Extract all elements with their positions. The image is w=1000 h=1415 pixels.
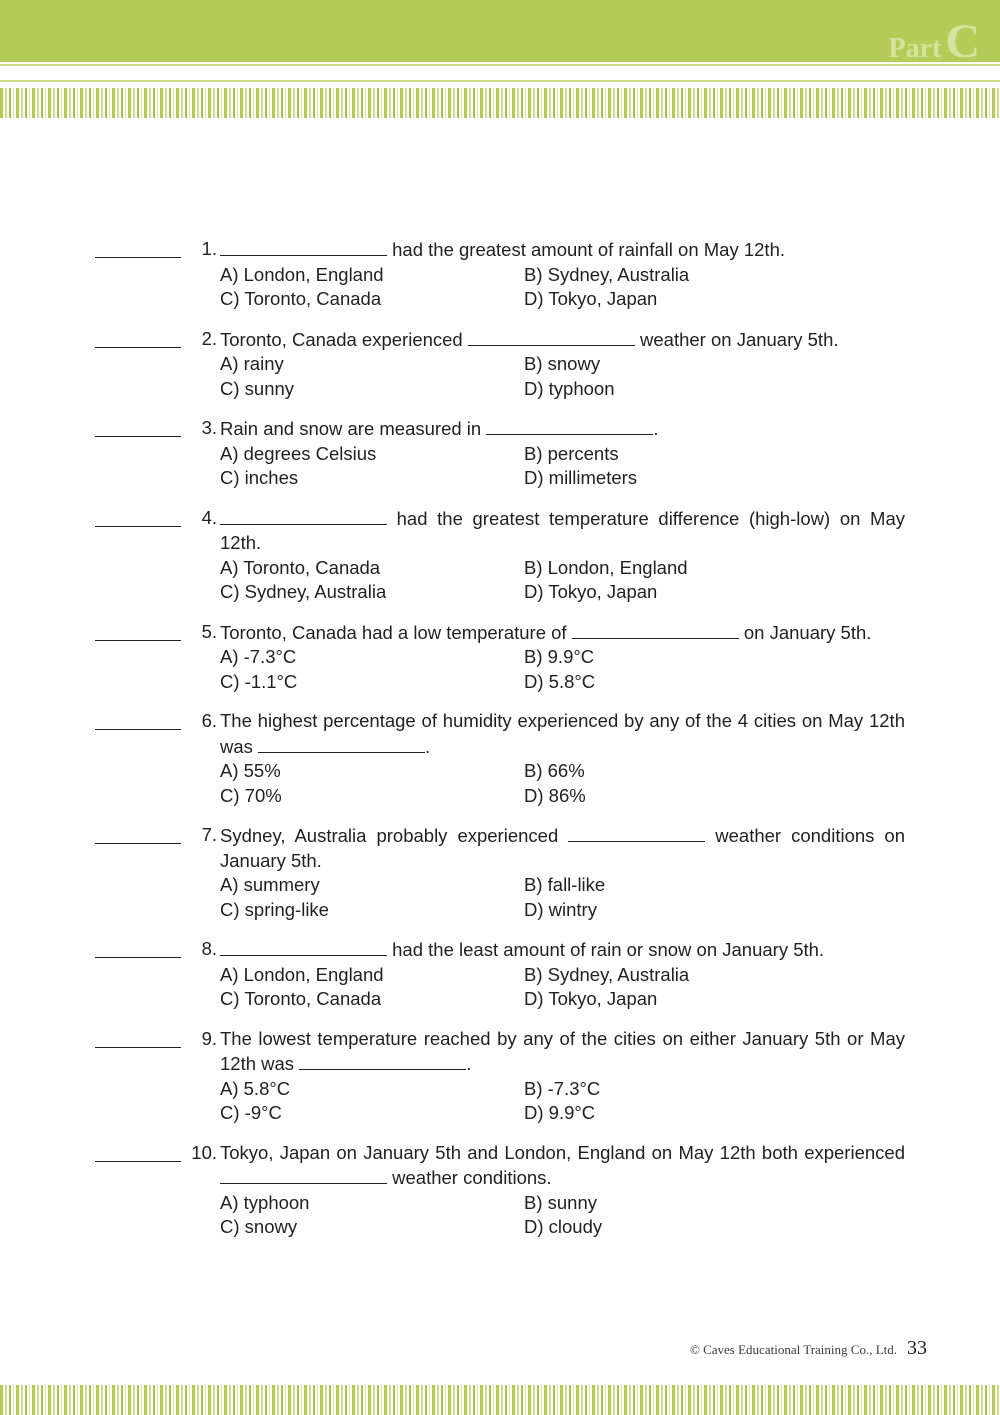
options-grid bbox=[220, 556, 905, 605]
options-grid bbox=[220, 963, 905, 1012]
answer-option: D) wintry bbox=[524, 898, 597, 920]
answer-option: D) millimeters bbox=[524, 467, 638, 488]
question-body bbox=[220, 506, 905, 605]
question-item bbox=[95, 823, 905, 922]
question-item bbox=[95, 416, 905, 491]
options-grid bbox=[220, 873, 905, 922]
fill-in-blank[interactable] bbox=[220, 506, 387, 525]
question-stem bbox=[220, 327, 905, 353]
answer-option: A) typhoon bbox=[220, 1191, 310, 1213]
fill-in-blank[interactable] bbox=[258, 734, 425, 753]
stem-text-after: had the greatest temperature difference (high-low) on May 12th. bbox=[220, 507, 905, 553]
options-grid bbox=[220, 1077, 905, 1126]
question-body bbox=[220, 709, 905, 808]
question-stem bbox=[220, 1027, 905, 1077]
fill-in-blank[interactable] bbox=[572, 620, 739, 639]
stem-text-after: had the greatest amount of rainfall on May 12th. bbox=[387, 239, 785, 260]
stem-text-after: . bbox=[466, 1053, 472, 1074]
answer-blank[interactable] bbox=[95, 640, 181, 641]
question-number: 3. bbox=[201, 417, 217, 438]
answer-option: B) -7.3°C bbox=[524, 1077, 601, 1099]
fill-in-blank[interactable] bbox=[220, 1165, 387, 1184]
stem-text-before: The lowest temperature reached by any of the cities on either January 5th or May 12th was bbox=[220, 1027, 905, 1074]
answer-option: B) 66% bbox=[524, 760, 585, 781]
question-body bbox=[220, 1027, 905, 1126]
options-grid bbox=[220, 352, 905, 401]
answer-option: A) Toronto, Canada bbox=[220, 556, 381, 578]
answer-option: A) degrees Celsius bbox=[220, 442, 377, 464]
question-stem bbox=[220, 506, 905, 556]
stem-text-after: weather on January 5th. bbox=[634, 328, 839, 350]
part-word: Part bbox=[888, 33, 942, 64]
options-grid bbox=[220, 1191, 905, 1240]
page-footer bbox=[690, 1337, 927, 1360]
header-stripes bbox=[0, 88, 1000, 118]
options-grid bbox=[220, 263, 905, 312]
answer-option: B) Sydney, Australia bbox=[524, 963, 690, 985]
answer-option: D) Tokyo, Japan bbox=[524, 288, 658, 309]
question-stem bbox=[220, 1141, 905, 1191]
answer-option: C) 70% bbox=[220, 784, 282, 806]
answer-blank[interactable] bbox=[95, 957, 181, 958]
answer-option: B) 9.9°C bbox=[524, 646, 595, 667]
question-body bbox=[220, 1141, 905, 1240]
question-stem bbox=[220, 937, 905, 963]
question-body bbox=[220, 237, 905, 312]
question-item bbox=[95, 709, 905, 808]
answer-blank[interactable] bbox=[95, 1047, 181, 1048]
stem-text-after: had the least amount of rain or snow on January 5th. bbox=[387, 939, 825, 960]
question-item bbox=[95, 506, 905, 605]
answer-option: C) -1.1°C bbox=[220, 670, 298, 692]
question-item bbox=[95, 1141, 905, 1240]
fill-in-blank[interactable] bbox=[299, 1051, 466, 1070]
stem-text-after: . bbox=[425, 735, 431, 757]
answer-option: C) spring-like bbox=[220, 898, 329, 920]
answer-blank[interactable] bbox=[95, 526, 181, 527]
header-divider bbox=[0, 80, 1000, 82]
question-number: 7. bbox=[201, 824, 217, 845]
answer-blank[interactable] bbox=[95, 1161, 181, 1162]
answer-option: A) rainy bbox=[220, 353, 284, 374]
answer-option: C) snowy bbox=[220, 1216, 298, 1237]
options-grid bbox=[220, 645, 905, 694]
answer-option: C) sunny bbox=[220, 377, 295, 399]
stem-text-before: Tokyo, Japan on January 5th and London, England on May 12th both experienced bbox=[220, 1141, 905, 1163]
stem-text-after: . bbox=[653, 418, 659, 439]
question-stem bbox=[220, 416, 905, 442]
stem-text-after: on January 5th. bbox=[738, 621, 872, 643]
answer-option: D) 5.8°C bbox=[524, 670, 596, 692]
part-label bbox=[888, 14, 980, 69]
question-number: 6. bbox=[201, 710, 217, 731]
answer-option: A) -7.3°C bbox=[220, 646, 297, 667]
question-item bbox=[95, 620, 905, 695]
answer-blank[interactable] bbox=[95, 729, 181, 730]
question-item bbox=[95, 327, 905, 402]
copyright-text: © Caves Educational Training Co., Ltd. bbox=[689, 1342, 897, 1357]
answer-option: D) cloudy bbox=[524, 1216, 603, 1237]
question-number: 9. bbox=[201, 1027, 217, 1049]
stem-text-after: weather conditions. bbox=[387, 1167, 552, 1188]
answer-option: B) London, England bbox=[524, 556, 688, 578]
part-letter: C bbox=[945, 15, 980, 68]
answer-option: A) London, England bbox=[220, 963, 384, 985]
question-body bbox=[220, 416, 905, 491]
header-divider bbox=[0, 64, 1000, 66]
question-body bbox=[220, 327, 905, 402]
answer-option: D) 9.9°C bbox=[524, 1102, 596, 1123]
answer-option: A) 55% bbox=[220, 760, 281, 781]
stem-text-before: Rain and snow are measured in bbox=[220, 418, 487, 439]
fill-in-blank[interactable] bbox=[468, 327, 635, 346]
stem-text-before: Sydney, Australia probably experienced bbox=[220, 825, 569, 846]
footer-stripes bbox=[0, 1385, 1000, 1415]
question-stem bbox=[220, 823, 905, 873]
question-stem bbox=[220, 709, 905, 759]
answer-option: D) typhoon bbox=[524, 377, 615, 399]
answer-option: A) summery bbox=[220, 874, 320, 895]
stem-text-after: weather conditions on January 5th. bbox=[220, 825, 905, 871]
fill-in-blank[interactable] bbox=[486, 416, 653, 435]
answer-option: B) percents bbox=[524, 442, 619, 464]
fill-in-blank[interactable] bbox=[220, 937, 387, 956]
answer-option: C) inches bbox=[220, 467, 299, 488]
question-number: 8. bbox=[201, 938, 217, 959]
answer-option: D) 86% bbox=[524, 784, 586, 806]
stem-text-before: The highest percentage of humidity experienced by any of the 4 cities on May 12th was bbox=[220, 710, 905, 757]
answer-blank[interactable] bbox=[95, 843, 181, 844]
stem-text-before: Toronto, Canada had a low temperature of bbox=[220, 621, 572, 643]
page-number: 33 bbox=[907, 1337, 927, 1359]
question-item bbox=[95, 937, 905, 1012]
question-item bbox=[95, 237, 905, 312]
answer-option: B) snowy bbox=[524, 353, 601, 374]
header-band bbox=[0, 0, 1000, 62]
question-body bbox=[220, 937, 905, 1012]
answer-blank[interactable] bbox=[95, 347, 181, 348]
question-body bbox=[220, 823, 905, 922]
answer-option: C) Sydney, Australia bbox=[220, 581, 387, 602]
options-grid bbox=[220, 442, 905, 491]
question-number: 2. bbox=[201, 327, 217, 349]
options-grid bbox=[220, 759, 905, 808]
question-stem bbox=[220, 620, 905, 646]
stem-text-before: Toronto, Canada experienced bbox=[220, 328, 468, 350]
question-number: 5. bbox=[201, 620, 217, 642]
answer-option: C) Toronto, Canada bbox=[220, 988, 382, 1009]
answer-blank[interactable] bbox=[95, 436, 181, 437]
fill-in-blank[interactable] bbox=[220, 237, 387, 256]
question-number: 4. bbox=[201, 506, 217, 528]
answer-option: D) Tokyo, Japan bbox=[524, 581, 658, 602]
question-number: 1. bbox=[201, 238, 217, 259]
question-number: 10. bbox=[191, 1141, 217, 1163]
answer-option: C) Toronto, Canada bbox=[220, 288, 382, 309]
answer-option: B) Sydney, Australia bbox=[524, 263, 690, 285]
answer-option: B) fall-like bbox=[524, 874, 606, 895]
question-stem bbox=[220, 237, 905, 263]
question-body bbox=[220, 620, 905, 695]
answer-option: B) sunny bbox=[524, 1191, 598, 1213]
answer-blank[interactable] bbox=[95, 257, 181, 258]
answer-option: A) 5.8°C bbox=[220, 1077, 291, 1099]
question-item bbox=[95, 1027, 905, 1126]
answer-option: A) London, England bbox=[220, 263, 384, 285]
answer-option: C) -9°C bbox=[220, 1102, 282, 1123]
answer-option: D) Tokyo, Japan bbox=[524, 988, 658, 1009]
fill-in-blank[interactable] bbox=[568, 823, 705, 842]
question-list bbox=[95, 237, 905, 1255]
